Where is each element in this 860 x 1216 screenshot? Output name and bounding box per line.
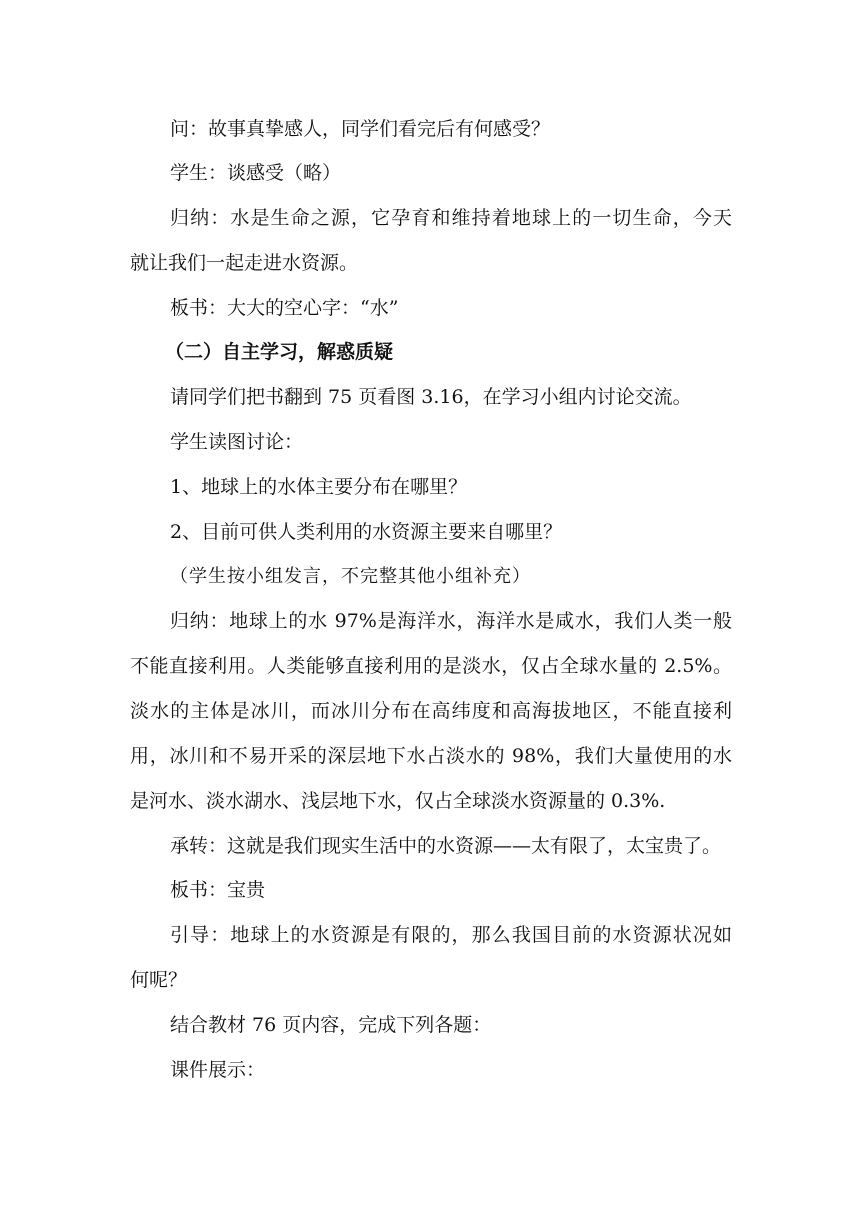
section-heading: （二）自主学习，解惑质疑	[165, 341, 394, 363]
paragraph-conclusion-line-1: 归纳：地球上的水 97%是海洋水，海洋水是咸水，我们人类一般	[170, 610, 732, 632]
paragraph-guide-line-2: 何呢？	[130, 969, 188, 991]
paragraph-conclusion-line-3: 淡水的主体是冰川，而冰川分布在高纬度和高海拔地区，不能直接利	[130, 700, 732, 722]
paragraph-discussion: 学生读图讨论：	[170, 431, 304, 453]
paragraph-transition: 承转：这就是我们现实生活中的水资源——太有限了，太宝贵了。	[170, 835, 722, 857]
paragraph-task: 结合教材 76 页内容，完成下列各题：	[170, 1014, 492, 1036]
paragraph-board-writing: 板书：大大的空心字：“水”	[170, 297, 399, 319]
paragraph-summary-line-2: 就让我们一起走进水资源。	[130, 252, 359, 274]
paragraph-conclusion-line-2: 不能直接利用。人类能够直接利用的是淡水，仅占全球水量的 2.5%。	[130, 655, 732, 677]
question-1: 1、地球上的水体主要分布在哪里？	[170, 476, 468, 498]
paragraph-board-writing-2: 板书：宝贵	[170, 879, 266, 901]
paragraph-conclusion-line-4: 用，冰川和不易开采的深层地下水占淡水的 98%，我们大量使用的水	[130, 745, 732, 767]
paragraph-instruction: 请同学们把书翻到 75 页看图 3.16，在学习小组内讨论交流。	[170, 386, 692, 408]
question-2: 2、目前可供人类利用的水资源主要来自哪里？	[170, 521, 563, 543]
paragraph-question: 问：故事真挚感人，同学们看完后有何感受？	[170, 118, 551, 140]
paragraph-student-response: 学生：谈感受（略）	[170, 162, 342, 184]
paragraph-courseware: 课件展示：	[170, 1059, 266, 1081]
paragraph-note: （学生按小组发言，不完整其他小组补充）	[170, 566, 531, 587]
paragraph-summary-line-1: 归纳：水是生命之源，它孕育和维持着地球上的一切生命，今天	[170, 207, 732, 229]
paragraph-conclusion-line-5: 是河水、淡水湖水、浅层地下水，仅占全球淡水资源量的 0.3%.	[130, 790, 666, 812]
paragraph-guide-line-1: 引导：地球上的水资源是有限的，那么我国目前的水资源状况如	[170, 924, 732, 946]
